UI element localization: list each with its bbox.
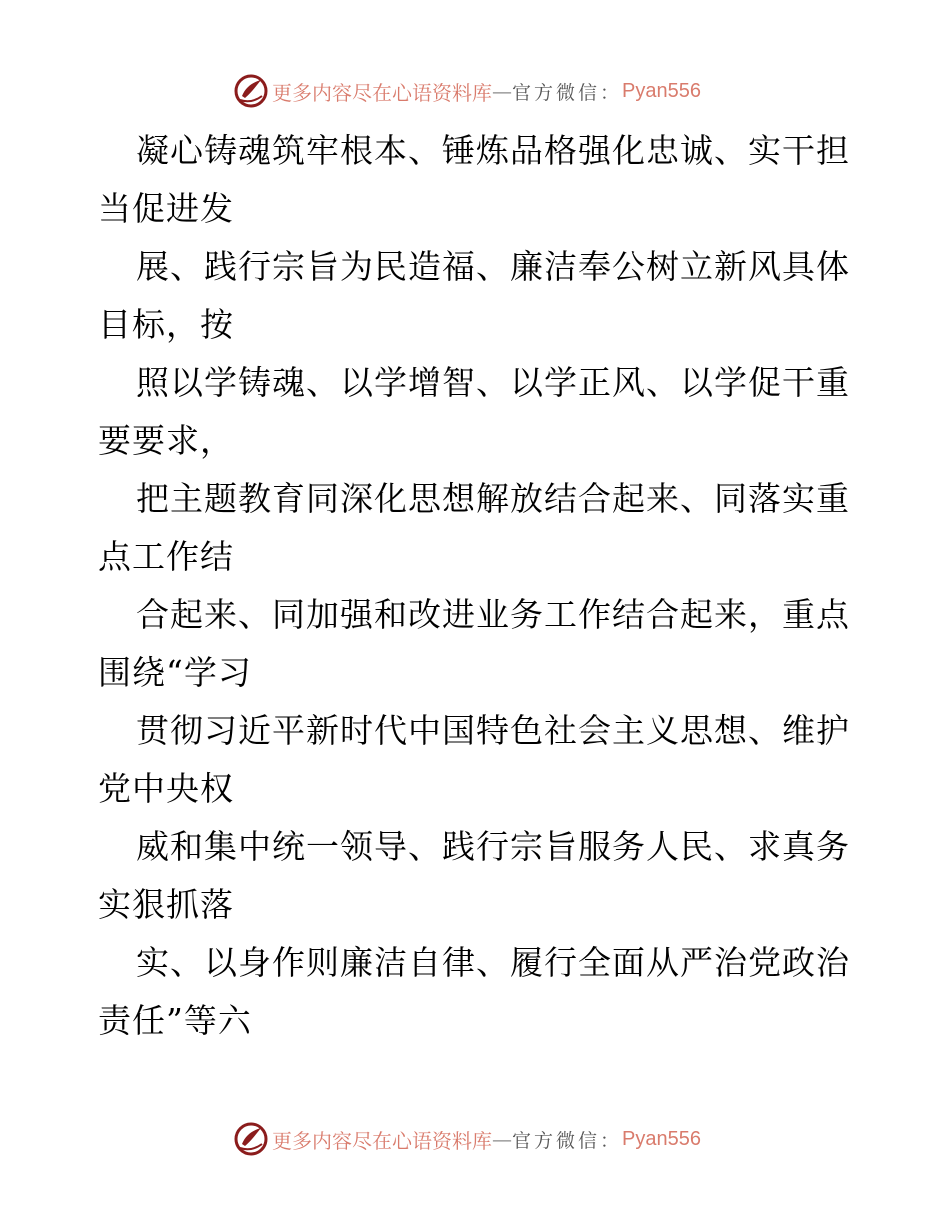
footer-watermark bbox=[234, 1122, 701, 1156]
watermark-dash: — bbox=[492, 79, 512, 103]
watermark-wechat-id: Pyan556 bbox=[622, 1127, 701, 1150]
paragraph-line: 展、践行宗旨为民造福、廉洁奉公树立新风具体 bbox=[136, 247, 850, 286]
paragraph-line: 目标，按 bbox=[98, 305, 234, 344]
paragraph-line: 点工作结 bbox=[98, 537, 234, 576]
watermark-dash: — bbox=[492, 1127, 512, 1151]
paragraph-line: 实狠抓落 bbox=[98, 885, 234, 924]
watermark-site-text: 更多内容尽在心语资料库 bbox=[272, 80, 492, 105]
quill-pen-logo-icon bbox=[234, 1122, 268, 1156]
paragraph-line: 当促进发 bbox=[98, 189, 234, 228]
paragraph-line: 威和集中统一领导、践行宗旨服务人民、求真务 bbox=[136, 827, 850, 866]
watermark-wechat-id: Pyan556 bbox=[622, 79, 701, 102]
paragraph-line: 贯彻习近平新时代中国特色社会主义思想、维护 bbox=[136, 711, 850, 750]
watermark-site-text: 更多内容尽在心语资料库 bbox=[272, 1128, 492, 1153]
watermark-wechat-label: 官方微信： bbox=[512, 1129, 623, 1152]
paragraph-line: 围绕“学习 bbox=[98, 653, 252, 692]
quill-pen-logo-icon bbox=[234, 74, 268, 108]
paragraph-line: 党中央权 bbox=[98, 769, 234, 808]
paragraph-line: 实、以身作则廉洁自律、履行全面从严治党政治 bbox=[136, 943, 850, 982]
paragraph-line: 合起来、同加强和改进业务工作结合起来，重点 bbox=[136, 595, 850, 634]
document-body bbox=[98, 122, 858, 1050]
paragraph-line: 责任”等六 bbox=[98, 1001, 252, 1040]
paragraph-line: 照以学铸魂、以学增智、以学正风、以学促干重 bbox=[136, 363, 850, 402]
paragraph-line: 要要求， bbox=[98, 421, 234, 460]
paragraph-line: 凝心铸魂筑牢根本、锤炼品格强化忠诚、实干担 bbox=[136, 131, 850, 170]
watermark-wechat-label: 官方微信： bbox=[512, 81, 623, 104]
paragraph-line: 把主题教育同深化思想解放结合起来、同落实重 bbox=[136, 479, 850, 518]
header-watermark bbox=[234, 74, 701, 108]
